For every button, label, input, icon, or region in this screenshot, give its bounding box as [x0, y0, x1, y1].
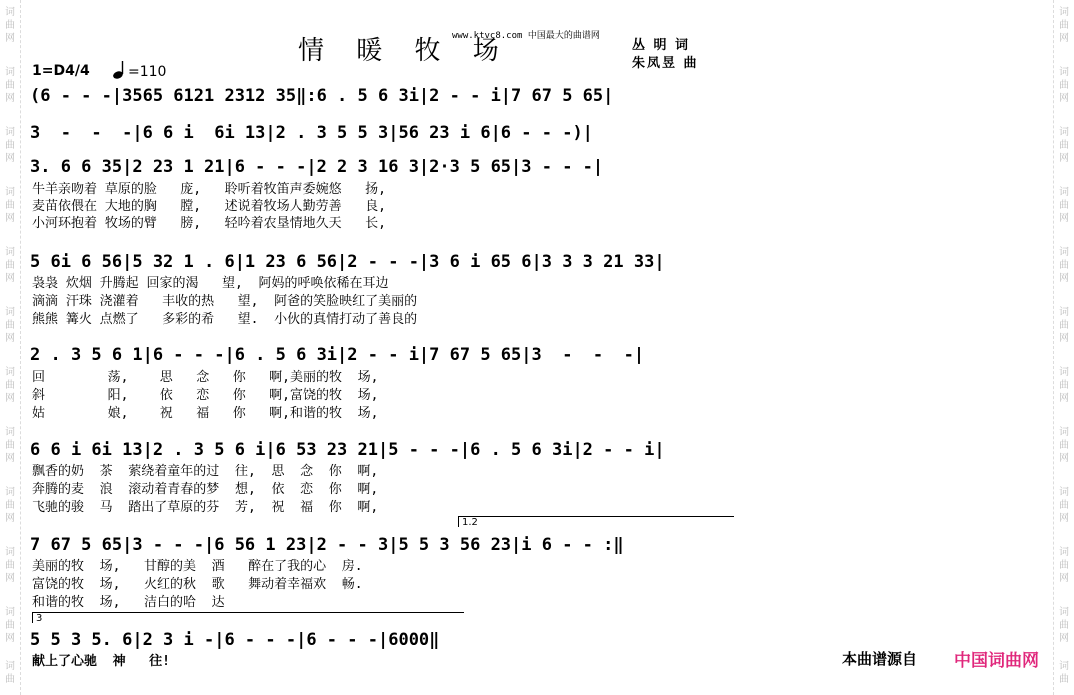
lyric-line: 奔腾的麦 浪 滚动着青春的梦 想, 依 恋 你 啊,: [32, 482, 379, 497]
watermark-glyph: 词 曲 网: [5, 307, 15, 344]
watermark-glyph: 词 曲 网: [5, 67, 15, 104]
watermark-glyph: 词 曲 网: [1059, 127, 1069, 164]
brand-link[interactable]: 中国词曲网: [954, 651, 1039, 671]
watermark-glyph: 词 曲 网: [1059, 547, 1069, 584]
lyric-line: 飘香的奶 茶 萦绕着童年的过 往, 思 念 你 啊,: [32, 464, 379, 479]
lyric-line: 麦苗依偎在 大地的胸 膛, 述说着牧场人勤劳善 良,: [32, 199, 386, 214]
volta-label: 3: [36, 613, 43, 624]
site-url: www.ktvc8.com 中国最大的曲谱网: [452, 31, 600, 41]
composer-credit: 朱凤昱 曲: [632, 56, 699, 71]
watermark-glyph: 词 曲: [5, 661, 15, 685]
song-title: 情 暖 牧 场: [298, 36, 511, 66]
lyric-line: 献上了心驰 神 往!: [32, 654, 170, 669]
tempo-value: =110: [128, 64, 167, 80]
watermark-glyph: 词 曲 网: [1059, 487, 1069, 524]
lyric-line: 姑 娘, 祝 福 你 啊,和谐的牧 场,: [32, 406, 379, 421]
lyric-line: 富饶的牧 场, 火红的秋 歌 舞动着幸福欢 畅.: [32, 577, 363, 592]
watermark-glyph: 词 曲 网: [5, 247, 15, 284]
notation-line-1: (6 - - -|3565 6121 2312 35‖:6 . 5 6 3i|2 - - i|7 67 5 65|: [30, 86, 614, 106]
notation-line-7: 7 67 5 65|3 - - -|6 56 1 23|2 - - 3|5 5 3 56 23|i 6 - - :‖: [30, 535, 624, 555]
watermark-glyph: 词 曲 网: [5, 127, 15, 164]
notation-line-4: 5 6i 6 56|5 32 1 . 6|1 23 6 56|2 - - -|3 6 i 65 6|3 3 3 21 33|: [30, 252, 665, 272]
volta-bracket-1-2: [458, 516, 734, 527]
watermark-glyph: 词 曲 网: [5, 7, 15, 44]
watermark-glyph: 词 曲 网: [1059, 187, 1069, 224]
watermark-glyph: 词 曲 网: [1059, 427, 1069, 464]
lyric-line: 飞驰的骏 马 踏出了草原的芬 芳, 祝 福 你 啊,: [32, 500, 379, 515]
watermark-glyph: 词 曲 网: [5, 367, 15, 404]
lyricist-credit: 丛 明 词: [632, 38, 691, 53]
watermark-glyph: 词 曲 网: [1059, 607, 1069, 644]
watermark-glyph: 词 曲 网: [1059, 67, 1069, 104]
lyric-line: 牛羊亲吻着 草原的脸 庞, 聆听着牧笛声委婉悠 扬,: [32, 182, 386, 197]
notation-line-5: 2 . 3 5 6 1|6 - - -|6 . 5 6 3i|2 - - i|7 67 5 65|3 - - -|: [30, 345, 645, 365]
watermark-glyph: 词 曲: [1059, 661, 1069, 685]
volta-label: 1.2: [462, 517, 478, 528]
lyric-line: 小河环抱着 牧场的臂 膀, 轻吟着农垦情地久天 长,: [32, 216, 386, 231]
watermark-glyph: 词 曲 网: [5, 607, 15, 644]
lyric-line: 滴滴 汗珠 浇灌着 丰收的热 望, 阿爸的笑脸映红了美丽的: [32, 294, 418, 309]
lyric-line: 袅袅 炊烟 升腾起 回家的渴 望, 阿妈的呼唤依稀在耳边: [32, 276, 389, 291]
watermark-glyph: 词 曲 网: [5, 487, 15, 524]
watermark-glyph: 词 曲 网: [1059, 7, 1069, 44]
volta-bracket-3: [32, 612, 464, 623]
watermark-glyph: 词 曲 网: [5, 187, 15, 224]
notation-line-2: 3 - - -|6 6 i 6i 13|2 . 3 5 5 3|56 23 i 6|6 - - -)|: [30, 123, 593, 143]
watermark-glyph: 词 曲 网: [1059, 247, 1069, 284]
lyric-line: 斜 阳, 依 恋 你 啊,富饶的牧 场,: [32, 388, 379, 403]
watermark-glyph: 词 曲 网: [1059, 307, 1069, 344]
notation-line-3: 3. 6 6 35|2 23 1 21|6 - - -|2 2 3 16 3|2·3 5 65|3 - - -|: [30, 157, 604, 177]
notation-line-6: 6 6 i 6i 13|2 . 3 5 6 i|6 53 23 21|5 - - -|6 . 5 6 3i|2 - - i|: [30, 440, 665, 460]
key-signature: 1=D4/4: [32, 63, 90, 79]
watermark-glyph: 词 曲 网: [5, 547, 15, 584]
lyric-line: 回 荡, 思 念 你 啊,美丽的牧 场,: [32, 370, 379, 385]
lyric-line: 熊熊 篝火 点燃了 多彩的希 望. 小伙的真情打动了善良的: [32, 312, 418, 327]
notation-line-8: 5 5 3 5. 6|2 3 i -|6 - - -|6 - - -|6000‖: [30, 630, 440, 650]
source-label: 本曲谱源自: [842, 650, 918, 668]
lyric-line: 美丽的牧 场, 甘醇的美 酒 醉在了我的心 房.: [32, 559, 363, 574]
watermark-glyph: 词 曲 网: [5, 427, 15, 464]
lyric-line: 和谐的牧 场, 洁白的哈 达: [32, 595, 225, 610]
watermark-glyph: 词 曲 网: [1059, 367, 1069, 404]
